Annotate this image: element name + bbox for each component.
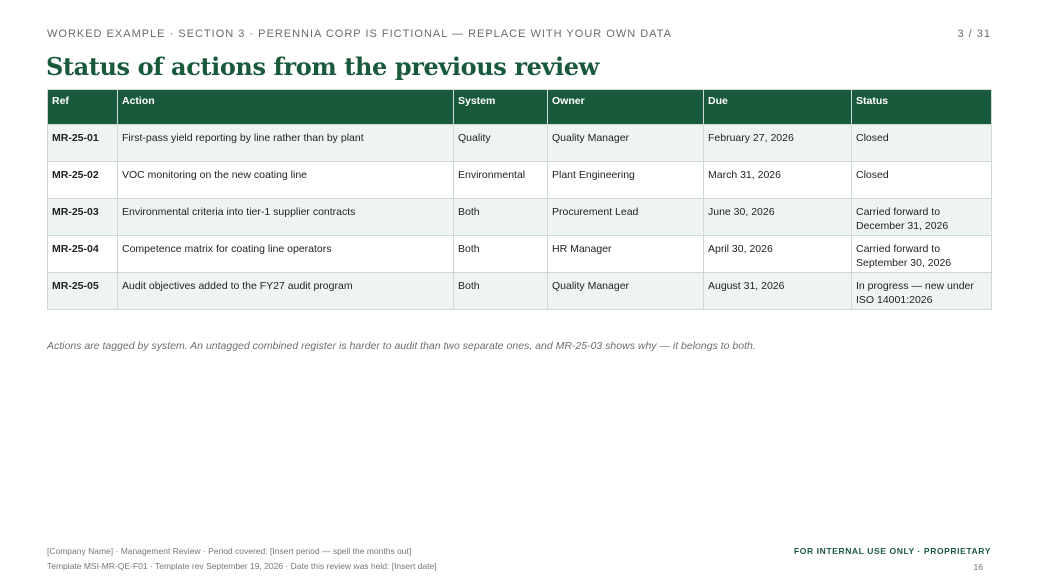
cell-owner: HR Manager	[548, 236, 704, 273]
cell-ref: MR-25-01	[48, 125, 118, 162]
actions-table	[47, 89, 992, 310]
column-header-status: Status	[852, 90, 992, 125]
cell-system: Quality	[454, 125, 548, 162]
table-row	[48, 125, 992, 162]
cell-owner: Procurement Lead	[548, 199, 704, 236]
cell-ref: MR-25-03	[48, 199, 118, 236]
footer-classification: FOR INTERNAL USE ONLY · PROPRIETARY	[793, 546, 991, 556]
cell-action: VOC monitoring on the new coating line	[118, 162, 454, 199]
cell-ref: MR-25-05	[48, 273, 118, 310]
cell-system: Both	[454, 199, 548, 236]
table-row	[48, 199, 992, 236]
cell-status: Carried forward to September 30, 2026	[852, 236, 992, 273]
column-header-action: Action	[118, 90, 454, 125]
cell-status: In progress — new under ISO 14001:2026	[852, 273, 992, 310]
column-header-system: System	[454, 90, 548, 125]
header-eyebrow: WORKED EXAMPLE · SECTION 3 · PERENNIA CORP IS FICTIONAL — REPLACE WITH YOUR OWN DATA	[47, 28, 672, 40]
table-row	[48, 236, 992, 273]
cell-owner: Plant Engineering	[548, 162, 704, 199]
column-header-due: Due	[704, 90, 852, 125]
cell-status: Closed	[852, 162, 992, 199]
cell-status: Closed	[852, 125, 992, 162]
header-page-indicator: 3 / 31	[957, 28, 991, 40]
cell-system: Both	[454, 273, 548, 310]
cell-owner: Quality Manager	[548, 125, 704, 162]
cell-action: First-pass yield reporting by line rather than by plant	[118, 125, 454, 162]
table-footnote: Actions are tagged by system. An untagged combined register is harder to audit than two separate ones, and MR-25-03 shows why — it belongs to both.	[47, 339, 756, 352]
page-title: Status of actions from the previous review	[46, 52, 599, 81]
table-row	[48, 162, 992, 199]
column-header-owner: Owner	[548, 90, 704, 125]
table-header-row	[48, 90, 992, 125]
cell-due: March 31, 2026	[704, 162, 852, 199]
cell-action: Audit objectives added to the FY27 audit program	[118, 273, 454, 310]
footer-company-line: [Company Name] · Management Review · Period covered: [Insert period — spell the months out]	[47, 546, 412, 556]
cell-due: June 30, 2026	[704, 199, 852, 236]
cell-action: Environmental criteria into tier-1 supplier contracts	[118, 199, 454, 236]
column-header-ref: Ref	[48, 90, 118, 125]
cell-ref: MR-25-02	[48, 162, 118, 199]
page-header	[47, 28, 991, 42]
cell-system: Environmental	[454, 162, 548, 199]
table-row	[48, 273, 992, 310]
cell-ref: MR-25-04	[48, 236, 118, 273]
cell-action: Competence matrix for coating line operators	[118, 236, 454, 273]
cell-due: August 31, 2026	[704, 273, 852, 310]
cell-due: April 30, 2026	[704, 236, 852, 273]
footer-page-number: 16	[973, 562, 983, 572]
footer-template-line: Template MSI-MR-QE-F01 · Template rev September 19, 2026 · Date this review was held: [Insert date]	[47, 561, 437, 571]
cell-due: February 27, 2026	[704, 125, 852, 162]
cell-system: Both	[454, 236, 548, 273]
cell-owner: Quality Manager	[548, 273, 704, 310]
cell-status: Carried forward to December 31, 2026	[852, 199, 992, 236]
